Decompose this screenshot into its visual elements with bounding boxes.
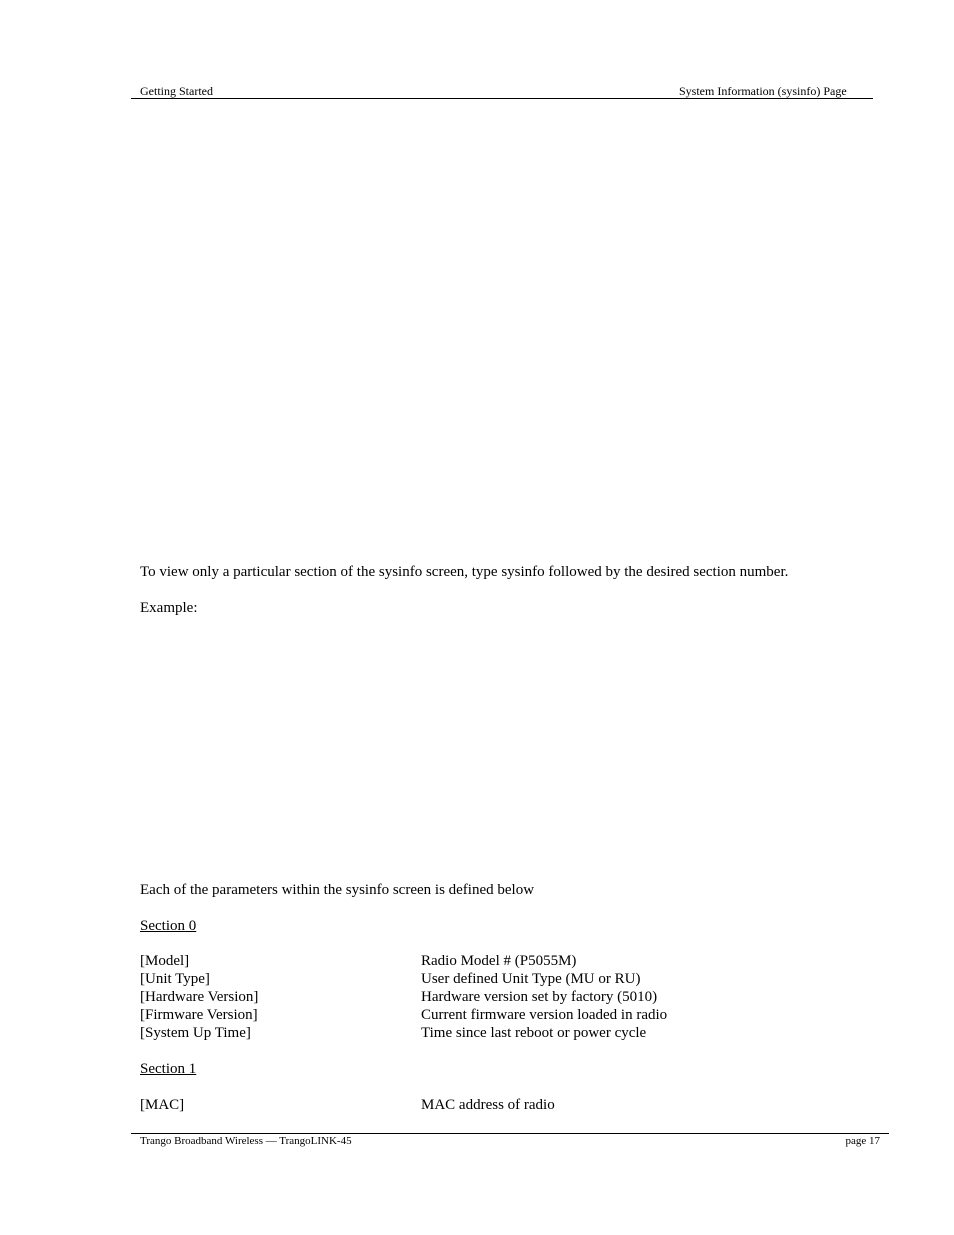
section-1-heading: Section 1 xyxy=(140,1061,197,1077)
header-left-title: Getting Started xyxy=(140,84,213,98)
definition-row-mac xyxy=(140,1096,840,1114)
definition-term: [Model] xyxy=(140,953,190,969)
example-label: Example: xyxy=(140,600,198,616)
section-0-heading: Section 0 xyxy=(140,918,197,934)
definition-row-system-up-time xyxy=(140,1024,840,1042)
params-intro-paragraph: Each of the parameters within the sysinfo screen is defined below xyxy=(140,882,535,898)
definition-description: User defined Unit Type (MU or RU) xyxy=(421,971,641,987)
footer-rule xyxy=(131,1133,889,1134)
footer-left-text: Trango Broadband Wireless — TrangoLINK-45 xyxy=(140,1135,352,1147)
definition-term: [Hardware Version] xyxy=(140,989,259,1005)
definition-description: Current firmware version loaded in radio xyxy=(421,1007,668,1023)
definition-description: Radio Model # (P5055M) xyxy=(421,953,577,969)
header-rule xyxy=(131,98,873,99)
definition-description: Hardware version set by factory (5010) xyxy=(421,989,658,1005)
definition-term: [Firmware Version] xyxy=(140,1007,258,1023)
definition-row-hardware-version xyxy=(140,988,840,1006)
header-right-title: System Information (sysinfo) Page xyxy=(679,84,847,98)
definition-term: [Unit Type] xyxy=(140,971,210,987)
definition-row-unit-type xyxy=(140,970,840,988)
definition-description: MAC address of radio xyxy=(421,1097,555,1113)
intro-paragraph: To view only a particular section of the sysinfo screen, type sysinfo followed by the desired section number. xyxy=(140,564,789,580)
footer-page-number: page 17 xyxy=(845,1135,880,1147)
definition-term: [MAC] xyxy=(140,1097,185,1113)
definition-row-firmware-version xyxy=(140,1006,840,1024)
definition-row-model xyxy=(140,952,840,970)
definition-description: Time since last reboot or power cycle xyxy=(421,1025,647,1041)
definition-term: [System Up Time] xyxy=(140,1025,251,1041)
